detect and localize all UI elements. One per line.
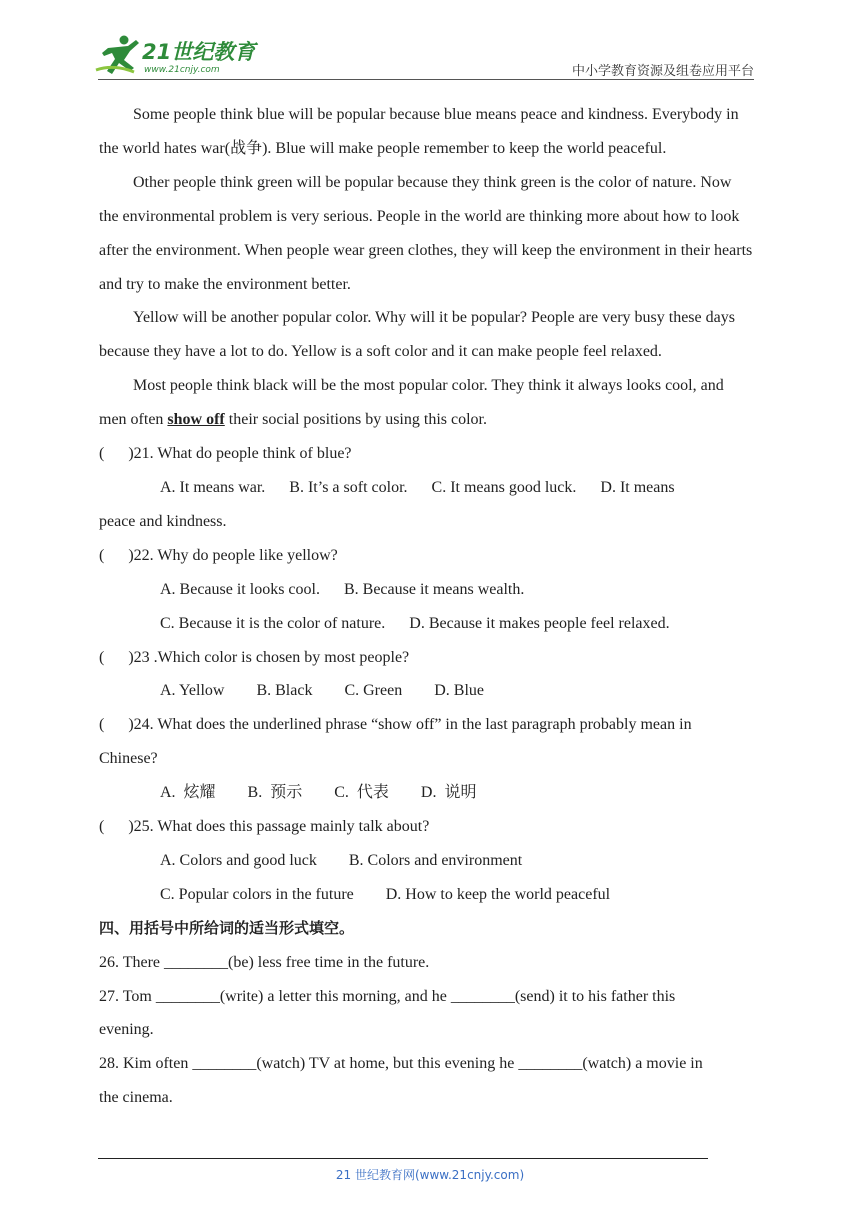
question-22-options-2: C. Because it is the color of nature. D. Because it makes people feel relaxed. <box>160 614 670 632</box>
p4-after: their social positions by using this color. <box>224 411 487 429</box>
page-header <box>0 0 860 80</box>
question-22: ( )22. Why do people like yellow? <box>99 546 338 564</box>
question-28-cont: the cinema. <box>99 1089 173 1107</box>
passage-paragraph-3: Yellow will be another popular color. Why will it be popular? People are very busy these days because they have a lot to do. Yellow is a soft color and it can make people feel relaxed. <box>99 309 735 361</box>
question-27-cont: evening. <box>99 1021 154 1039</box>
question-25-options-2: C. Popular colors in the future D. How to keep the world peaceful <box>160 885 611 903</box>
footer-text: 21 世纪教育网(www.21cnjy.com) <box>335 1168 525 1182</box>
passage-paragraph-2: Other people think green will be popular because they think green is the color of nature. Now the environmental problem is very serious. People in the world are thinking more about how to look after the environment. When people wear green clothes, they will keep the environment in their hearts and try to make the environment better. <box>99 173 753 293</box>
section-4-heading: 四、用括号中所给词的适当形式填空。 <box>99 918 355 937</box>
question-24-options: A. 炫耀 B. 预示 C. 代表 D. 说明 <box>160 784 477 802</box>
passage-paragraph-1: Some people think blue will be popular because blue means peace and kindness. Everybody in the world hates war(战争). Blue will make people remember to keep the world peaceful. <box>99 106 739 157</box>
site-logo <box>94 34 264 78</box>
question-24-cont: Chinese? <box>99 750 158 768</box>
header-divider <box>98 79 754 80</box>
passage-paragraph-4 <box>99 369 755 437</box>
runner-icon <box>96 36 139 75</box>
question-26: 26. There ________(be) less free time in the future. <box>99 953 430 971</box>
svg-text:www.21cnjy.com: www.21cnjy.com <box>144 65 220 75</box>
question-25-options-1: A. Colors and good luck B. Colors and environment <box>160 851 523 869</box>
svg-text:21世纪教育: 21世纪教育 <box>142 40 256 64</box>
question-28: 28. Kim often ________(watch) TV at home, but this evening he ________(watch) a movie in <box>99 1055 703 1073</box>
question-23: ( )23 .Which color is chosen by most people? <box>99 648 410 666</box>
question-21: ( )21. What do people think of blue? <box>99 445 352 463</box>
question-21-options-cont: peace and kindness. <box>99 512 227 530</box>
header-platform-text: 中小学教育资源及组卷应用平台 <box>571 64 754 79</box>
footer-divider <box>98 1158 708 1159</box>
question-21-options: A. It means war. B. It’s a soft color. C. It means good luck. D. It means <box>160 478 675 496</box>
underlined-phrase: show off <box>167 411 225 429</box>
document-body <box>99 98 755 1115</box>
question-25: ( )25. What does this passage mainly talk about? <box>99 818 430 836</box>
question-23-options: A. Yellow B. Black C. Green D. Blue <box>160 682 484 700</box>
question-27: 27. Tom ________(write) a letter this morning, and he ________(send) it to his father this <box>99 987 676 1005</box>
question-22-options-1: A. Because it looks cool. B. Because it means wealth. <box>160 580 525 598</box>
question-24: ( )24. What does the underlined phrase “show off” in the last paragraph probably mean in <box>99 716 692 734</box>
p4-before: Most people think black will be the most popular color. They think it always looks cool, and men often <box>99 377 724 429</box>
